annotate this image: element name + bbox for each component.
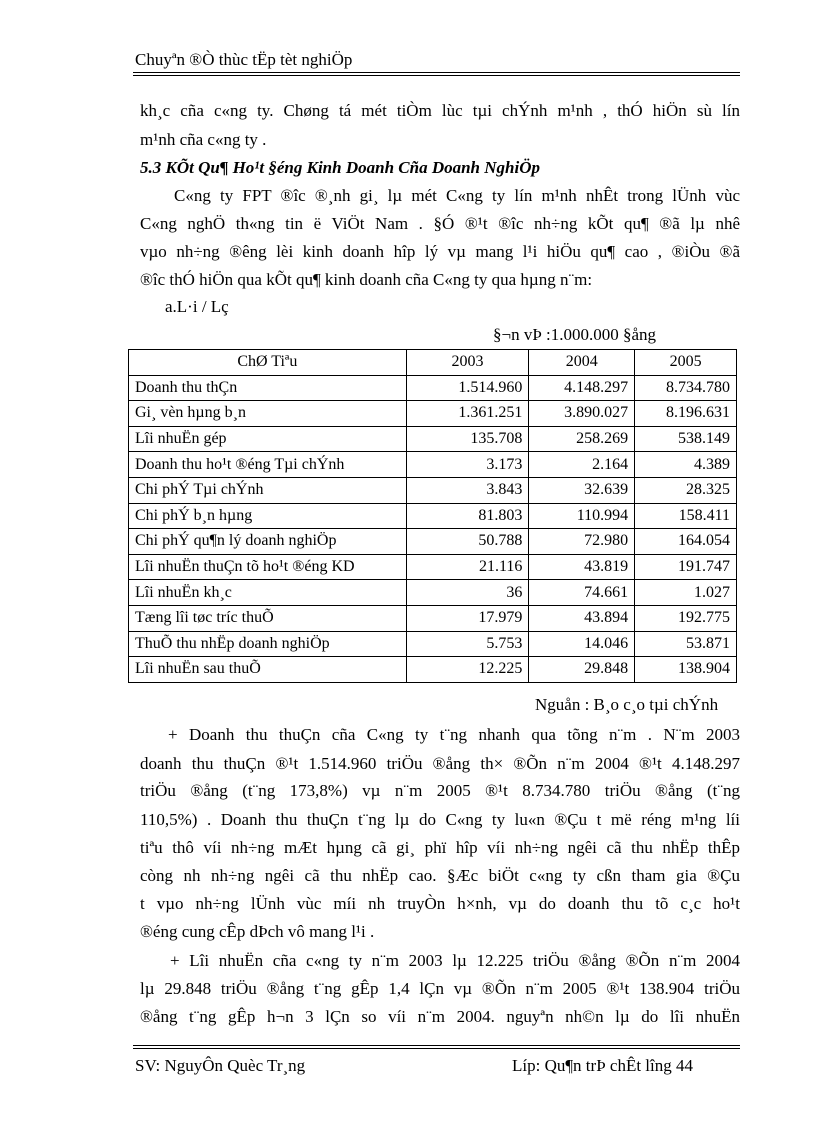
- financial-results-table: [128, 349, 737, 683]
- table-cell: 5.753: [406, 631, 529, 657]
- running-header: Chuyªn ®Ò thùc tËp tèt nghiÖp: [135, 50, 353, 69]
- body-line: ®îc thÓ hiÖn qua kÕt qu¶ kinh doanh cña C«ng ty qua hµng n¨m:: [140, 270, 593, 289]
- table-row: [129, 477, 737, 503]
- table-cell: 8.734.780: [635, 375, 737, 401]
- header-rule-thin: [133, 75, 740, 76]
- body-line: vµo nh÷ng ®êng lèi kinh doanh hîp lý vµ mang l¹i hiÖu qu¶ cao , ®iÒu ®ã: [140, 242, 740, 261]
- table-row: [129, 426, 737, 452]
- row-label: Doanh thu thÇn: [129, 375, 407, 401]
- table-cell: 12.225: [406, 657, 529, 683]
- row-label: Tæng lîi tøc tríc thuÕ: [129, 605, 407, 631]
- table-row: [129, 580, 737, 606]
- footer-rule-thin: [133, 1045, 740, 1046]
- table-cell: 32.639: [529, 477, 635, 503]
- body-line: C«ng ty FPT ®îc ®¸nh gi¸ lµ mét C«ng ty lín m¹nh nhÊt trong lÜnh vùc: [174, 186, 740, 205]
- body-line: C«ng nghÖ th«ng tin ë ViÖt Nam . §Ó ®¹t ®îc nh÷ng kÕt qu¶ ®ã lµ nhê: [140, 214, 740, 233]
- table-cell: 2.164: [529, 452, 635, 478]
- row-label: Doanh thu ho¹t ®éng Tµi chÝnh: [129, 452, 407, 478]
- table-cell: 164.054: [635, 529, 737, 555]
- table-cell: 8.196.631: [635, 401, 737, 427]
- body-line: triÖu ®ång (t¨ng 173,8%) vµ n¨m 2005 ®¹t 8.734.780 triÖu ®ång (t¨ng: [140, 781, 740, 800]
- body-line: còng nh nh÷ng ngêi cã thu nhËp cao. §Æc biÖt c«ng ty cßn tham gia ®Çu: [140, 866, 740, 885]
- row-label: Chi phÝ qu¶n lý doanh nghiÖp: [129, 529, 407, 555]
- body-line: 110,5%) . Doanh thu thuÇn t¨ng lµ do C«ng ty lu«n ®Çu t më réng m¹ng líi: [140, 810, 740, 829]
- table-row: [129, 401, 737, 427]
- table-cell: 43.894: [529, 605, 635, 631]
- table-cell: 138.904: [635, 657, 737, 683]
- column-header: 2004: [529, 350, 635, 376]
- column-header: 2005: [635, 350, 737, 376]
- table-cell: 36: [406, 580, 529, 606]
- table-cell: 1.027: [635, 580, 737, 606]
- table-cell: 1.514.960: [406, 375, 529, 401]
- table-cell: 14.046: [529, 631, 635, 657]
- body-line: kh¸c cña c«ng ty. Chøng tá mét tiÒm lùc tµi chÝnh m¹nh , thÓ hiÖn sù lín: [140, 101, 740, 120]
- row-label: Chi phÝ b¸n hµng: [129, 503, 407, 529]
- table-cell: 192.775: [635, 605, 737, 631]
- body-line: ®éng cung cÊp dÞch vô mang l¹i .: [140, 922, 375, 941]
- table-cell: 74.661: [529, 580, 635, 606]
- table-cell: 3.843: [406, 477, 529, 503]
- table-cell: 3.173: [406, 452, 529, 478]
- table-cell: 158.411: [635, 503, 737, 529]
- body-line: + Doanh thu thuÇn cña C«ng ty t¨ng nhanh qua tõng n¨m . N¨m 2003: [168, 725, 740, 744]
- table-cell: 1.361.251: [406, 401, 529, 427]
- table-cell: 191.747: [635, 554, 737, 580]
- table-row: [129, 529, 737, 555]
- table-cell: 81.803: [406, 503, 529, 529]
- table-cell: 4.389: [635, 452, 737, 478]
- table-cell: 43.819: [529, 554, 635, 580]
- footer-student-name: SV: NguyÔn Quèc Tr¸ng: [135, 1056, 306, 1075]
- body-line: + Lîi nhuËn cña c«ng ty n¨m 2003 lµ 12.225 triÖu ®ång ®Õn n¨m 2004: [170, 951, 740, 970]
- table-cell: 135.708: [406, 426, 529, 452]
- body-line: t vµo nh÷ng lÜnh vùc míi nh truyÒn h×nh, vµ do doanh thu tõ c¸c ho¹t: [140, 894, 740, 913]
- table-cell: 3.890.027: [529, 401, 635, 427]
- body-line: m¹nh cña c«ng ty .: [140, 130, 267, 149]
- footer-rule: [133, 1048, 740, 1049]
- table-row: [129, 631, 737, 657]
- row-label: Lîi nhuËn gép: [129, 426, 407, 452]
- table-cell: 258.269: [529, 426, 635, 452]
- table-cell: 110.994: [529, 503, 635, 529]
- table-header-row: [129, 350, 737, 376]
- body-line: tiªu thô víi nh÷ng mÆt hµng cã gi¸ phï hîp víi nh÷ng ngêi cã thu nhËp thÊp: [140, 838, 740, 857]
- column-header: ChØ Tiªu: [129, 350, 407, 376]
- row-label: ThuÕ thu nhËp doanh nghiÖp: [129, 631, 407, 657]
- row-label: Lîi nhuËn kh¸c: [129, 580, 407, 606]
- table-cell: 29.848: [529, 657, 635, 683]
- row-label: Chi phÝ Tµi chÝnh: [129, 477, 407, 503]
- table-cell: 53.871: [635, 631, 737, 657]
- row-label: Lîi nhuËn thuÇn tõ ho¹t ®éng KD: [129, 554, 407, 580]
- body-line: doanh thu thuÇn ®¹t 1.514.960 triÖu ®ång th× ®Õn n¨m 2004 ®¹t 4.148.297: [140, 754, 740, 773]
- table-cell: 28.325: [635, 477, 737, 503]
- footer-class-page: Líp: Qu¶n trÞ chÊt lîng 44: [512, 1056, 693, 1075]
- column-header: 2003: [406, 350, 529, 376]
- row-label: Gi¸ vèn hµng b¸n: [129, 401, 407, 427]
- table-cell: 50.788: [406, 529, 529, 555]
- source-note: Nguån : B¸o c¸o tµi chÝnh: [535, 695, 719, 714]
- row-label: Lîi nhuËn sau thuÕ: [129, 657, 407, 683]
- section-heading: 5.3 KÕt Qu¶ Ho¹t §éng Kinh Doanh Cña Doanh NghiÖp: [140, 158, 540, 177]
- table-row: [129, 375, 737, 401]
- table-row: [129, 554, 737, 580]
- unit-label: §¬n vÞ :1.000.000 §ång: [493, 325, 657, 344]
- table-cell: 4.148.297: [529, 375, 635, 401]
- header-rule: [133, 72, 740, 73]
- table-row: [129, 657, 737, 683]
- body-line: ®ång t¨ng gÊp h¬n 3 lÇn so víi n¨m 2004. nguyªn nh©n lµ do lîi nhuËn: [140, 1007, 740, 1026]
- table-cell: 538.149: [635, 426, 737, 452]
- table-cell: 72.980: [529, 529, 635, 555]
- table-row: [129, 605, 737, 631]
- table-cell: 21.116: [406, 554, 529, 580]
- table-row: [129, 503, 737, 529]
- table-row: [129, 452, 737, 478]
- body-line: lµ 29.848 triÖu ®ång t¨ng gÊp 1,4 lÇn vµ ®Õn n¨m 2005 ®¹t 138.904 triÖu: [140, 979, 740, 998]
- sub-label: a.L·i / Lç: [165, 297, 229, 316]
- table-cell: 17.979: [406, 605, 529, 631]
